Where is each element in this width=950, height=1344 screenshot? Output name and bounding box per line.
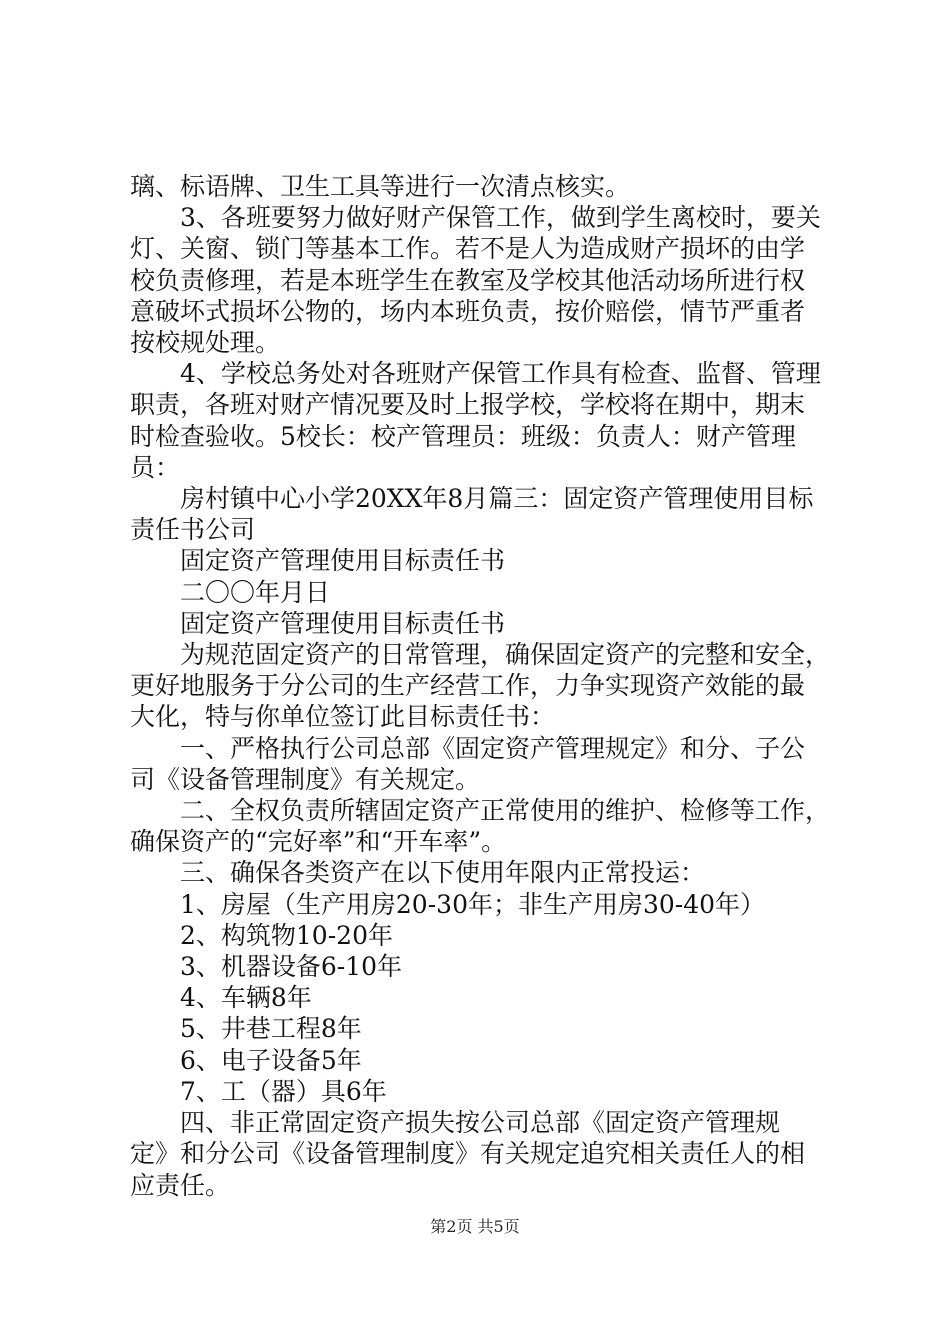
text-line: 责任书公司 (130, 515, 256, 545)
text-line: 应责任。 (130, 1170, 231, 1200)
text-line: 二、全权负责所辖固定资产正常使用的维护、检修等工作， (130, 796, 831, 826)
text-line: 4、车辆8年 (130, 983, 312, 1013)
text-line: 二〇〇年月日 (130, 577, 331, 607)
text-line: 为规范固定资产的日常管理，确保固定资产的完整和安全， (130, 640, 831, 670)
text-line: 确保资产的“完好率”和“开车率”。 (130, 827, 507, 857)
text-line: 2、构筑物10-20年 (130, 920, 393, 950)
text-line: 校负责修理，若是本班学生在教室及学校其他活动场所进行权 (130, 265, 806, 295)
text-line: 更好地服务于分公司的生产经营工作，力争实现资产效能的最 (130, 671, 806, 701)
document-body (130, 171, 830, 1201)
text-line: 固定资产管理使用目标责任书 (130, 608, 506, 638)
text-line: 意破坏式损坏公物的，场内本班负责，按价赔偿，情节严重者 (130, 296, 806, 326)
text-line: 固定资产管理使用目标责任书 (130, 546, 506, 576)
text-line: 四、非正常固定资产损失按公司总部《固定资产管理规 (130, 1108, 781, 1138)
text-line: 7、工（器）具6年 (130, 1076, 387, 1106)
text-line: 员： (130, 452, 181, 482)
text-line: 5、井巷工程8年 (130, 1014, 362, 1044)
text-line: 房村镇中心小学20XX年8月篇三：固定资产管理使用目标 (130, 484, 814, 514)
text-line: 3、机器设备6-10年 (130, 952, 403, 982)
text-line: 时检查验收。5校长：校产管理员：班级：负责人：财产管理 (130, 421, 796, 451)
text-line: 3、各班要努力做好财产保管工作，做到学生离校时，要关 (130, 203, 821, 233)
text-line: 定》和分公司《设备管理制度》有关规定追究相关责任人的相 (130, 1139, 806, 1169)
text-line: 璃、标语牌、卫生工具等进行一次清点核实。 (130, 172, 631, 201)
text-line: 大化，特与你单位签订此目标责任书： (130, 702, 556, 732)
text-line: 按校规处理。 (130, 328, 281, 358)
text-line: 4、学校总务处对各班财产保管工作具有检查、监督、管理 (130, 359, 821, 389)
text-line: 职责，各班对财产情况要及时上报学校，学校将在期中，期末 (130, 390, 806, 420)
text-line: 灯、关窗、锁门等基本工作。若不是人为造成财产损坏的由学 (130, 234, 806, 264)
page-number-footer: 第2页 共5页 (430, 1217, 520, 1236)
text-line: 司《设备管理制度》有关规定。 (130, 764, 481, 794)
text-line: 1、房屋（生产用房20-30年；非生产用房30-40年） (130, 889, 766, 919)
text-line: 一、严格执行公司总部《固定资产管理规定》和分、子公 (130, 733, 806, 763)
text-line: 三、确保各类资产在以下使用年限内正常投运： (130, 858, 706, 888)
text-line: 6、电子设备5年 (130, 1045, 362, 1075)
